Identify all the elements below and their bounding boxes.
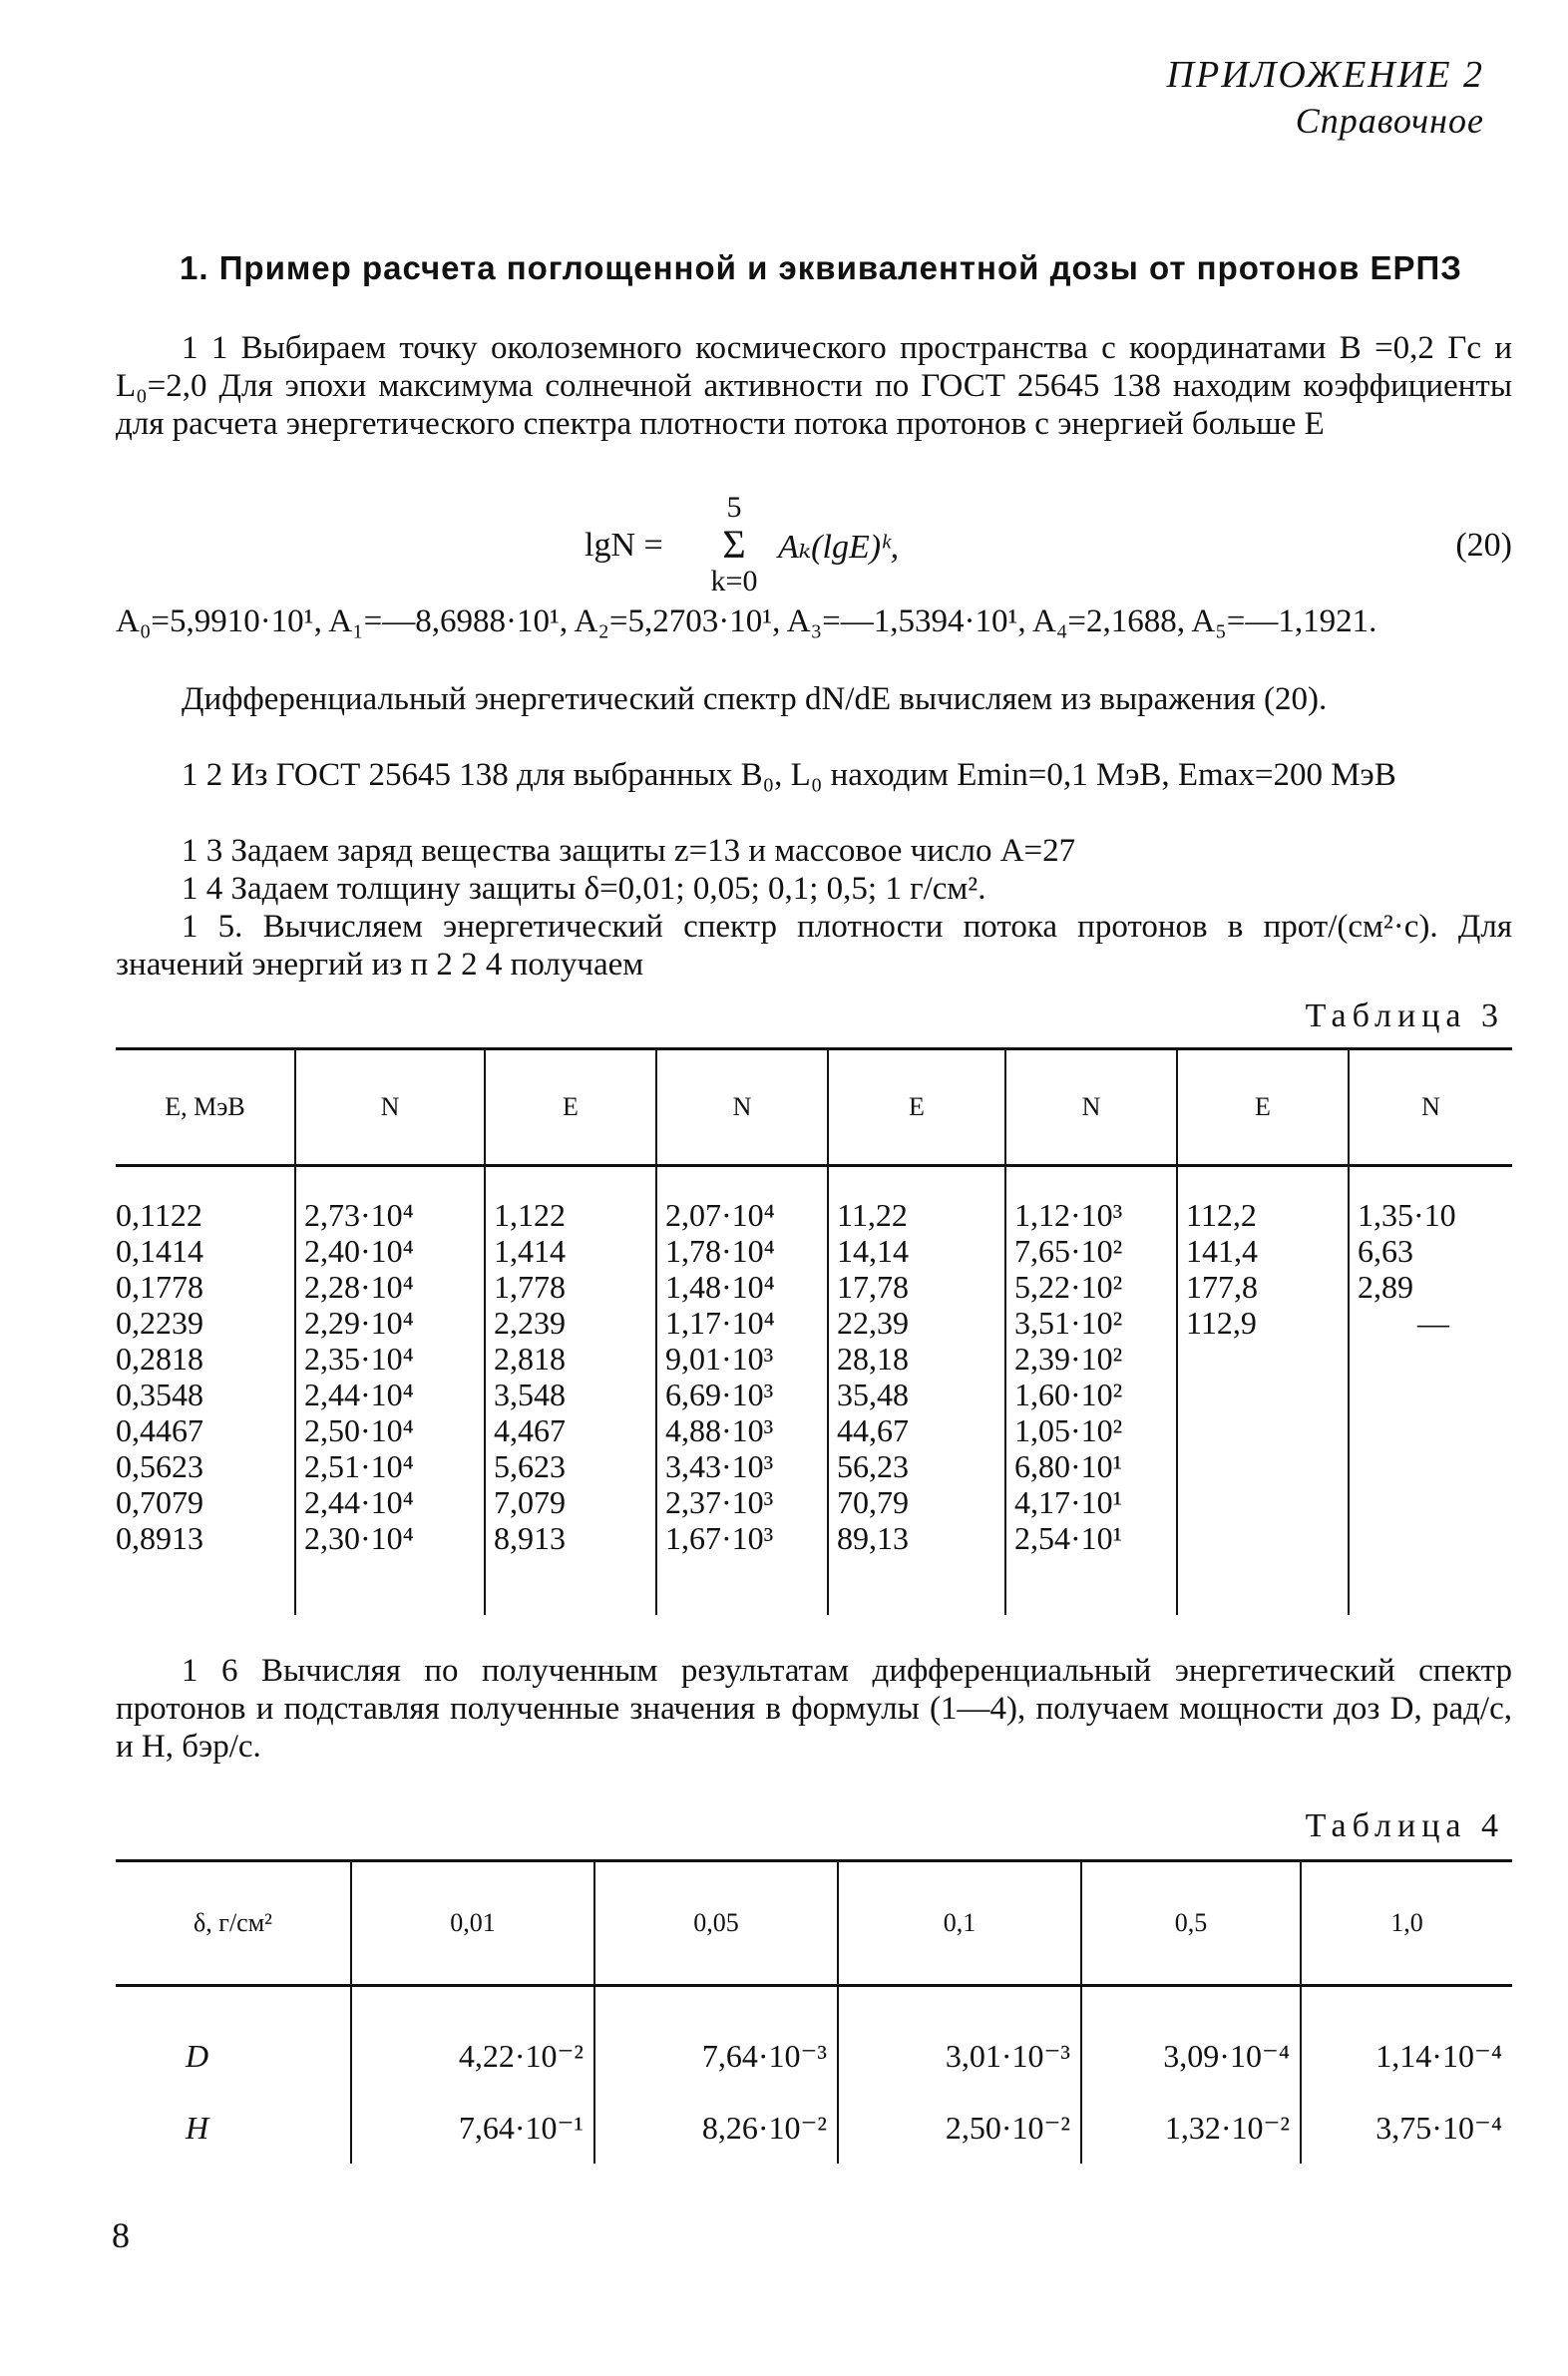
table-cell: 70,79 bbox=[837, 1484, 909, 1520]
table-cell: 0,1414 bbox=[116, 1233, 203, 1269]
column-header: E bbox=[828, 1049, 1005, 1166]
table-cell: 2,44·10⁴ bbox=[304, 1484, 414, 1520]
page-number: 8 bbox=[112, 2215, 130, 2255]
table-cell: 0,2239 bbox=[116, 1305, 203, 1341]
formula-number: (20) bbox=[1455, 527, 1512, 564]
table-cell: 2,51·10⁴ bbox=[304, 1448, 414, 1484]
table-cell: 2,29·10⁴ bbox=[304, 1305, 414, 1341]
table-cell: 7,64·10⁻¹ bbox=[351, 2092, 594, 2164]
table-cell: 4,88·10³ bbox=[665, 1412, 774, 1448]
table-cell: 8,913 bbox=[494, 1520, 566, 1556]
paragraph-1-2: 1 2 Из ГОСТ 25645 138 для выбранных B₀, L₀ находим Emin=0,1 МэВ, Emax=200 МэВ bbox=[182, 757, 1396, 793]
table-cell: 9,01·10³ bbox=[665, 1341, 774, 1377]
table-cell: — bbox=[1417, 1305, 1449, 1341]
table-row-h bbox=[116, 2092, 1512, 2164]
table-cell: 1,35·10 bbox=[1358, 1197, 1456, 1233]
table-cell: 2,39·10² bbox=[1014, 1341, 1123, 1377]
table-cell: 2,54·10¹ bbox=[1014, 1520, 1123, 1556]
table-cell: 1,48·10⁴ bbox=[665, 1269, 775, 1305]
table-cell: 1,17·10⁴ bbox=[665, 1305, 775, 1341]
table-cell: 2,07·10⁴ bbox=[665, 1197, 775, 1233]
column-header: 1,0 bbox=[1301, 1861, 1512, 1986]
formula-sum bbox=[704, 491, 764, 598]
paragraph-1-3: 1 3 Задаем заряд вещества защиты z=13 и массовое число A=27 bbox=[182, 833, 1076, 869]
table-cell: 0,1122 bbox=[116, 1197, 202, 1233]
table-cell: 7,079 bbox=[494, 1484, 566, 1520]
row-label: H bbox=[186, 2109, 209, 2146]
table-cell: 1,414 bbox=[494, 1233, 566, 1269]
table-cell: 11,22 bbox=[837, 1197, 908, 1233]
column-header: 0,05 bbox=[594, 1861, 838, 1986]
table-cell: 4,22·10⁻² bbox=[351, 1986, 594, 2093]
paragraph-1-1: 1 1 Выбираем точку околоземного космического пространства с координатами B =0,2 Гс и L₀=2,0 Для эпохи максимума солнечной активности по ГОСТ 25645 138 находим коэффициенты для расчета энергетического спектра плотности потока протонов с энергией больше E bbox=[116, 330, 1512, 442]
table-cell: 5,623 bbox=[494, 1448, 566, 1484]
table-cell: 1,122 bbox=[494, 1197, 566, 1233]
appendix-header bbox=[1167, 52, 1484, 144]
table-cell: 35,48 bbox=[837, 1377, 909, 1412]
column-header: E, МэВ bbox=[116, 1049, 295, 1166]
table-3-caption: Таблица 3 bbox=[1305, 997, 1504, 1034]
table-cell: 112,2 bbox=[1186, 1197, 1257, 1233]
appendix-subtitle: Справочное bbox=[1295, 101, 1484, 141]
table-cell: 0,7079 bbox=[116, 1484, 203, 1520]
table-cell: 2,89 bbox=[1358, 1269, 1413, 1305]
table-cell: 0,1778 bbox=[116, 1269, 203, 1305]
table-cell: 6,69·10³ bbox=[665, 1377, 774, 1412]
table-column-cell bbox=[485, 1166, 656, 1616]
table-cell: 4,467 bbox=[494, 1412, 566, 1448]
table-cell: 1,78·10⁴ bbox=[665, 1233, 775, 1269]
table-cell: 0,2818 bbox=[116, 1341, 203, 1377]
table-cell: 5,22·10² bbox=[1014, 1269, 1123, 1305]
table-cell: 1,60·10² bbox=[1014, 1377, 1123, 1412]
table-cell: 89,13 bbox=[837, 1520, 909, 1556]
table-cell: 1,05·10² bbox=[1014, 1412, 1123, 1448]
table-cell: 2,40·10⁴ bbox=[304, 1233, 414, 1269]
table-cell: 1,67·10³ bbox=[665, 1520, 774, 1556]
table-cell: 3,09·10⁻⁴ bbox=[1081, 1986, 1301, 2093]
table-cell: 3,75·10⁻⁴ bbox=[1301, 2092, 1512, 2164]
table-cell: 2,35·10⁴ bbox=[304, 1341, 414, 1377]
column-header: N bbox=[295, 1049, 485, 1166]
column-header: 0,5 bbox=[1081, 1861, 1301, 1986]
table-4-caption: Таблица 4 bbox=[1305, 1807, 1504, 1844]
table-cell: 22,39 bbox=[837, 1305, 909, 1341]
table-cell: 2,818 bbox=[494, 1341, 566, 1377]
table-cell: 3,548 bbox=[494, 1377, 566, 1412]
table-cell: 14,14 bbox=[837, 1233, 909, 1269]
table-3 bbox=[116, 1047, 1512, 1615]
table-cell: 4,17·10¹ bbox=[1014, 1484, 1123, 1520]
paragraph-1-6: 1 6 Вычисляя по полученным результатам дифференциальный энергетический спектр протонов и подставляя полученные значения в формулы (1—4), получаем мощности доз D, рад/с, и H, бэр/с. bbox=[116, 1653, 1512, 1765]
column-header: 0,01 bbox=[351, 1861, 594, 1986]
table-cell: 44,67 bbox=[837, 1412, 909, 1448]
table-cell: 0,3548 bbox=[116, 1377, 203, 1412]
table-cell: 3,51·10² bbox=[1014, 1305, 1123, 1341]
table-cell: 1,32·10⁻² bbox=[1081, 2092, 1301, 2164]
column-header: N bbox=[1005, 1049, 1177, 1166]
spectrum-paragraph: Дифференциальный энергетический спектр dN/dE вычисляем из выражения (20). bbox=[182, 681, 1328, 717]
table-cell: 6,63 bbox=[1358, 1233, 1413, 1269]
sigma-symbol: Σ bbox=[722, 522, 746, 567]
table-column-cell bbox=[295, 1166, 485, 1616]
table-4-header-row bbox=[116, 1861, 1512, 1986]
section-title: 1. Пример расчета поглощенной и эквивалентной дозы от протонов ЕРПЗ bbox=[180, 249, 1462, 286]
table-cell: 6,80·10¹ bbox=[1014, 1448, 1123, 1484]
paragraph-1-4: 1 4 Задаем толщину защиты δ=0,01; 0,05; 0,1; 0,5; 1 г/см². bbox=[182, 871, 986, 907]
table-cell: 2,50·10⁴ bbox=[304, 1412, 414, 1448]
table-cell: 7,65·10² bbox=[1014, 1233, 1123, 1269]
table-column-cell bbox=[116, 1166, 295, 1616]
table-cell: 0,5623 bbox=[116, 1448, 203, 1484]
column-header: N bbox=[656, 1049, 828, 1166]
column-header: δ, г/см² bbox=[116, 1861, 351, 1986]
table-cell: 3,01·10⁻³ bbox=[838, 1986, 1081, 2093]
table-cell: 2,239 bbox=[494, 1305, 566, 1341]
table-row-d bbox=[116, 1986, 1512, 2093]
table-cell: 7,64·10⁻³ bbox=[594, 1986, 838, 2093]
table-cell: 1,778 bbox=[494, 1269, 566, 1305]
table-column-cell bbox=[1005, 1166, 1177, 1616]
column-header: N bbox=[1349, 1049, 1512, 1166]
formula-20 bbox=[116, 491, 1512, 600]
table-3-header-row bbox=[116, 1049, 1512, 1166]
table-cell: 0,8913 bbox=[116, 1520, 203, 1556]
table-4 bbox=[116, 1859, 1512, 2164]
table-cell: 141,4 bbox=[1186, 1233, 1258, 1269]
table-cell: 56,23 bbox=[837, 1448, 909, 1484]
column-header: E bbox=[485, 1049, 656, 1166]
table-column-cell bbox=[1349, 1166, 1512, 1616]
table-cell: 112,9 bbox=[1186, 1305, 1257, 1341]
table-cell: 2,28·10⁴ bbox=[304, 1269, 414, 1305]
table-cell: 2,50·10⁻² bbox=[838, 2092, 1081, 2164]
table-cell: 0,4467 bbox=[116, 1412, 203, 1448]
appendix-title: ПРИЛОЖЕНИЕ 2 bbox=[1166, 54, 1484, 96]
table-3-body-row bbox=[116, 1166, 1512, 1616]
formula-lhs: lgN = bbox=[585, 527, 663, 564]
table-cell: 2,37·10³ bbox=[665, 1484, 774, 1520]
table-cell: 17,78 bbox=[837, 1269, 909, 1305]
table-cell: 2,73·10⁴ bbox=[304, 1197, 414, 1233]
sum-lower-limit: k=0 bbox=[710, 565, 758, 597]
column-header: 0,1 bbox=[838, 1861, 1081, 1986]
table-cell: 177,8 bbox=[1186, 1269, 1258, 1305]
table-cell: 1,12·10³ bbox=[1014, 1197, 1123, 1233]
sum-upper-limit: 5 bbox=[726, 491, 742, 524]
coefficients: A₀=5,9910·10¹, A₁=—8,6988·10¹, A₂=5,2703·10¹, A₃=—1,5394·10¹, A₄=2,1688, A₅=—1,1921. bbox=[116, 603, 1377, 639]
table-cell: 2,44·10⁴ bbox=[304, 1377, 414, 1412]
table-column-cell bbox=[656, 1166, 828, 1616]
row-label: D bbox=[186, 2037, 209, 2074]
table-cell: 3,43·10³ bbox=[665, 1448, 774, 1484]
paragraph-1-5: 1 5. Вычисляем энергетический спектр плотности потока протонов в прот/(см²·с). Для значений энергий из п 2 2 4 получаем bbox=[116, 909, 1512, 983]
table-cell: 8,26·10⁻² bbox=[594, 2092, 838, 2164]
table-column-cell bbox=[828, 1166, 1005, 1616]
table-cell: 1,14·10⁻⁴ bbox=[1301, 1986, 1512, 2093]
table-cell: 2,30·10⁴ bbox=[304, 1520, 414, 1556]
table-column-cell bbox=[1177, 1166, 1349, 1616]
column-header: E bbox=[1177, 1049, 1349, 1166]
table-cell: 28,18 bbox=[837, 1341, 909, 1377]
formula-rhs: Aₖ(lgE)ᵏ, bbox=[778, 529, 900, 566]
